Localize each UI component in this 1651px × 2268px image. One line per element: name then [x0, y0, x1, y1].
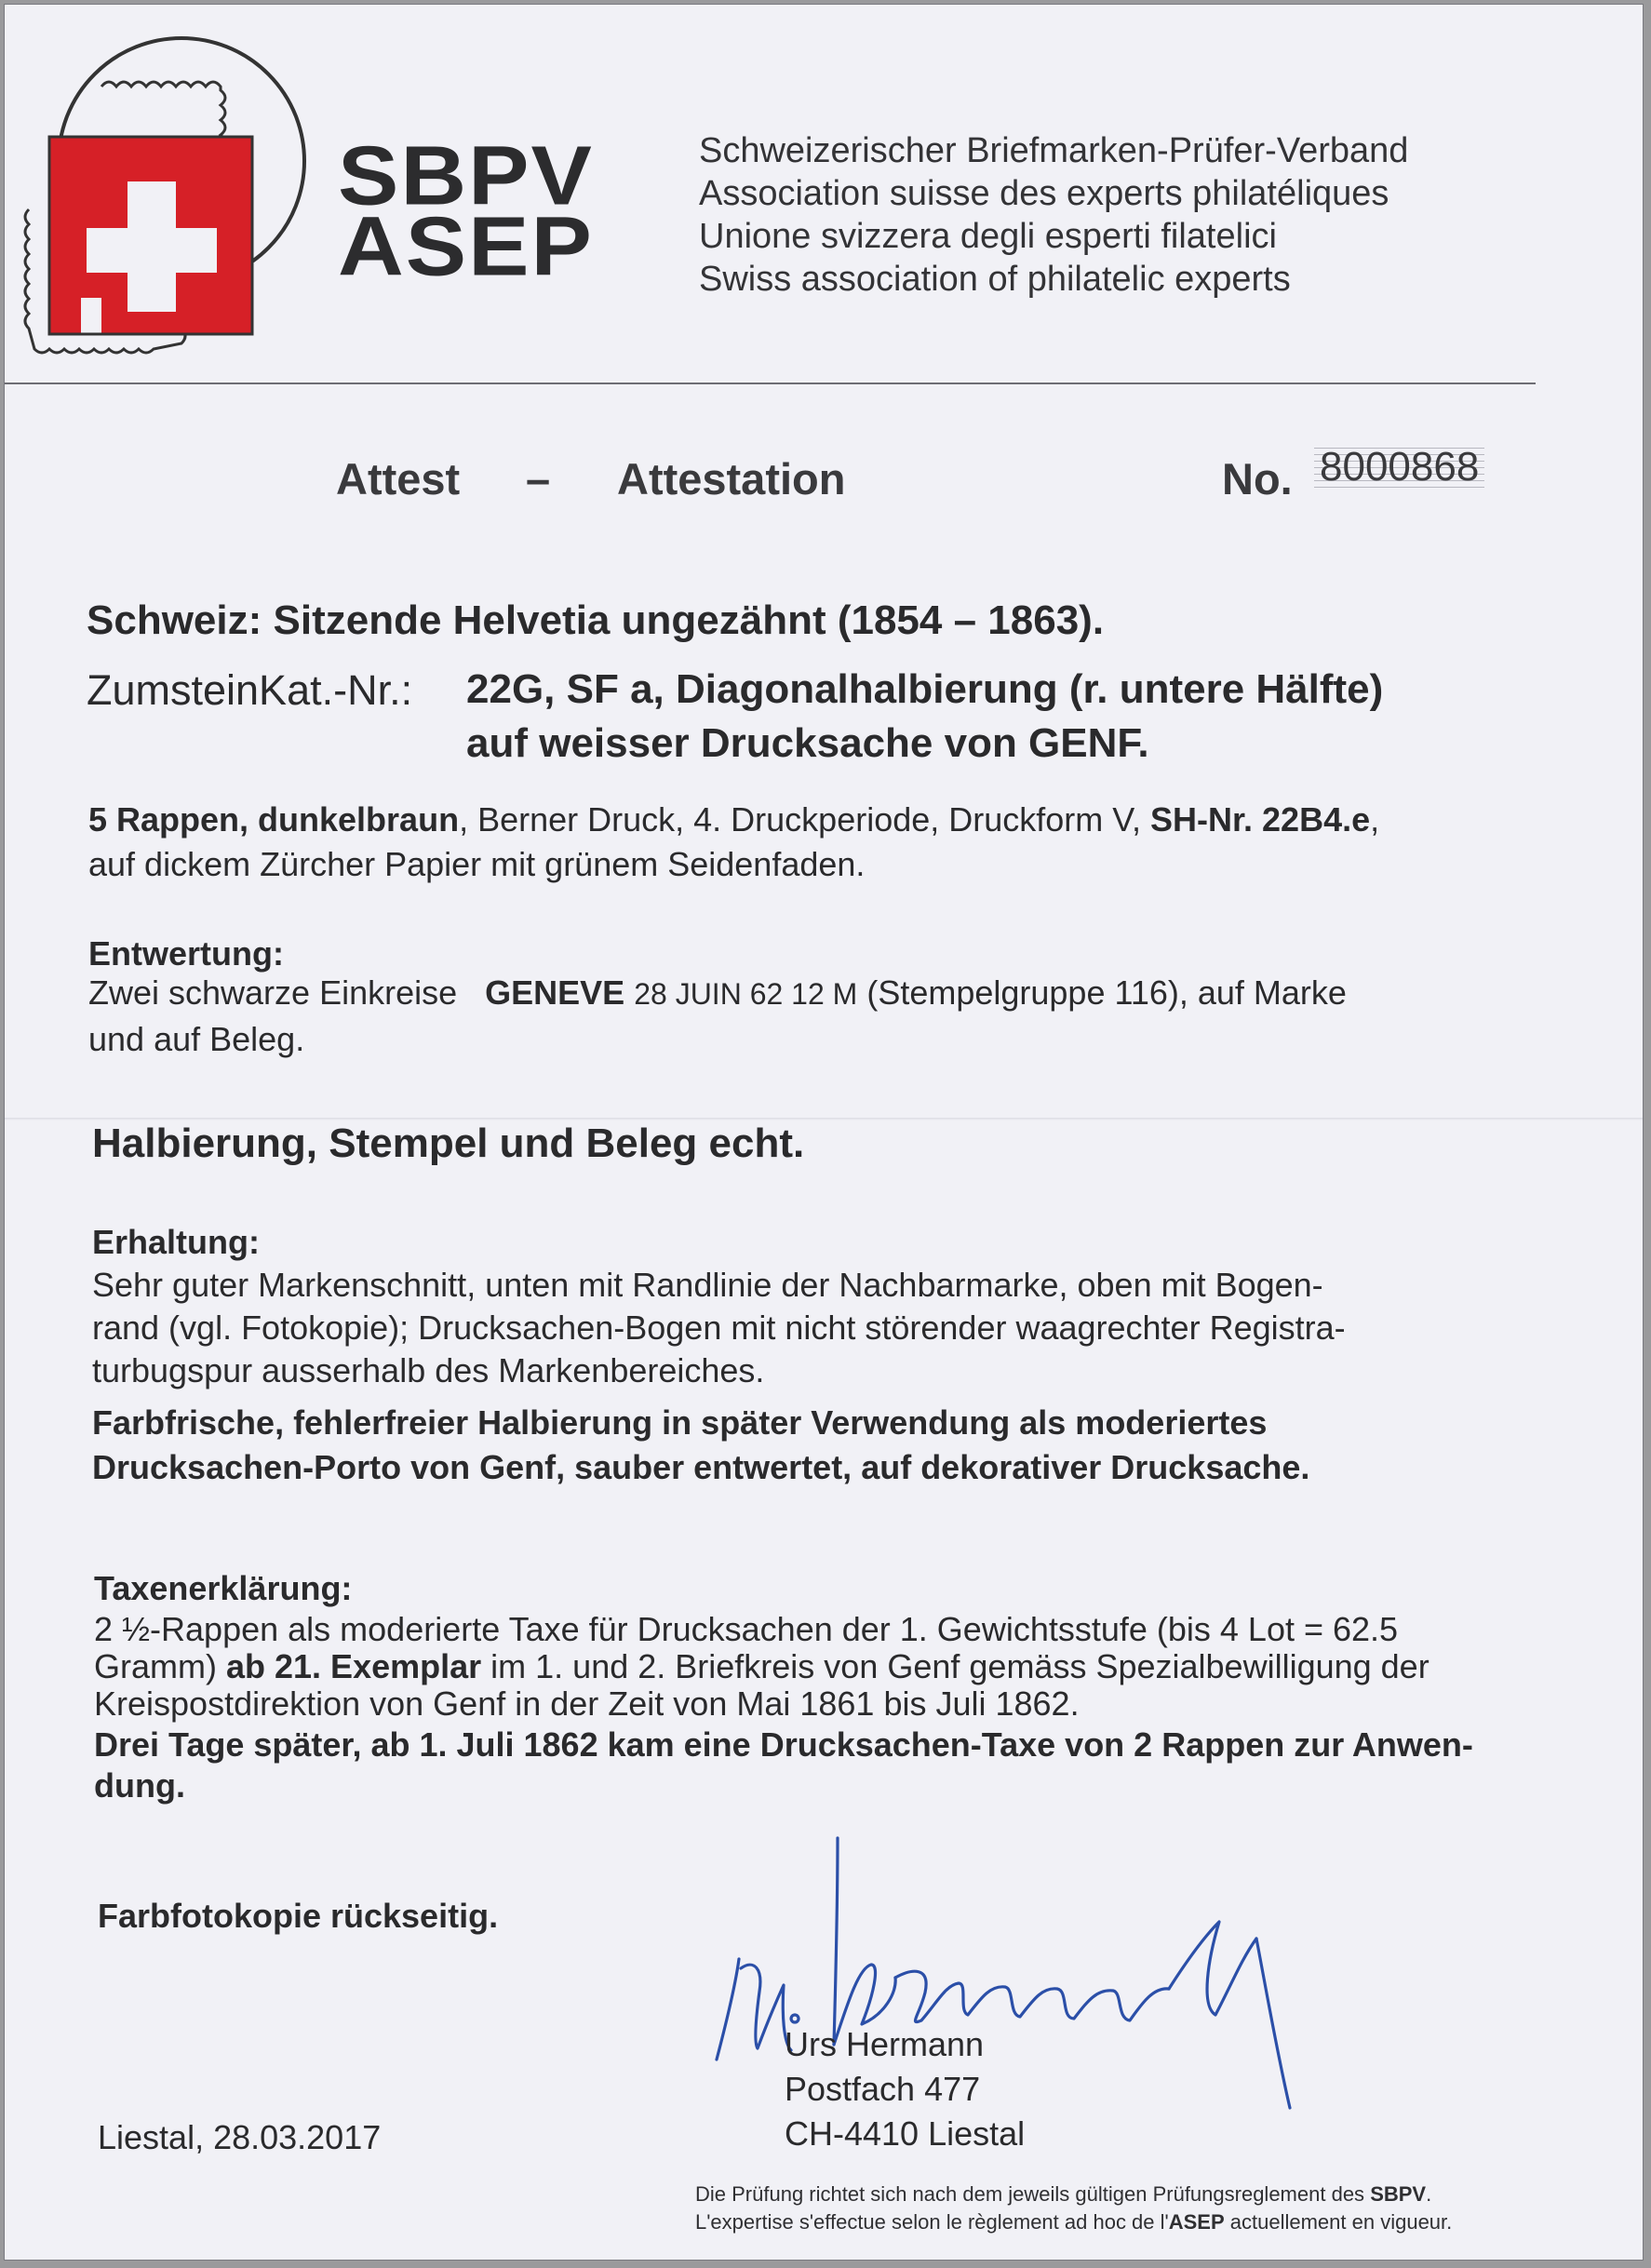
condition-line3: turbugspur ausserhalb des Markenbereiches.	[92, 1351, 765, 1389]
tax-line1: 2 ½-Rappen als moderierte Taxe für Drucksachen der 1. Gewichtsstufe (bis 4 Lot = 62.5	[94, 1610, 1399, 1648]
association-name-en: Swiss association of philatelic experts	[699, 260, 1291, 299]
footer-de	[695, 2184, 1431, 2205]
stamp-description	[88, 800, 1380, 839]
footer-de-end: .	[1426, 2182, 1432, 2206]
tax-line2-a: Gramm)	[94, 1647, 217, 1685]
association-name-fr: Association suisse des experts philatéliques	[699, 174, 1389, 213]
cancellation-line1	[88, 973, 1347, 1012]
tax-heading: Taxenerklärung:	[94, 1569, 353, 1607]
tax-note-line1: Drei Tage später, ab 1. Juli 1862 kam eine Drucksachen-Taxe von 2 Rappen zur Anwen-	[94, 1725, 1473, 1764]
certificate-sheet	[4, 4, 1644, 2261]
condition-summary-line1: Farbfrische, fehlerfreier Halbierung in später Verwendung als moderiertes	[92, 1403, 1268, 1442]
footer-de-text: Die Prüfung richtet sich nach dem jeweils gültigen Prüfungsreglement des	[695, 2182, 1365, 2206]
tax-note-line2: dung.	[94, 1766, 185, 1805]
expert-postbox: Postfach 477	[785, 2070, 981, 2108]
condition-line2: rand (vgl. Fotokopie); Drucksachen-Bogen mit nicht störender waagrechter Registra-	[92, 1308, 1346, 1347]
tax-line2-b: im 1. und 2. Briefkreis von Genf gemäss Spezialbewilligung der	[490, 1647, 1430, 1685]
tax-line3: Kreispostdirektion von Genf in der Zeit von Mai 1861 bis Juli 1862.	[94, 1684, 1080, 1723]
sbpv-asep-logo	[16, 33, 332, 386]
title-attestation: Attestation	[617, 454, 846, 503]
certificate-number: 8000868	[1314, 442, 1484, 492]
cancellation-line2: und auf Beleg.	[88, 1020, 305, 1058]
title-attest: Attest	[336, 454, 461, 503]
title-dash: –	[526, 454, 551, 503]
stamp-denomination: 5 Rappen, dunkelbraun	[88, 800, 460, 839]
verdict: Halbierung, Stempel und Beleg echt.	[92, 1121, 805, 1166]
brand-asep: ASEP	[338, 198, 594, 293]
association-name-de: Schweizerischer Briefmarken-Prüfer-Verband	[699, 131, 1409, 170]
footer-fr-text: L'expertise s'effectue selon le règlement ad hoc de l'	[695, 2210, 1169, 2234]
footer-fr	[695, 2212, 1452, 2233]
stamp-print-details: , Berner Druck, 4. Druckperiode, Druckform V,	[459, 800, 1141, 839]
footer-de-sbpv: SBPV	[1370, 2182, 1427, 2206]
cancellation-heading: Entwertung:	[88, 934, 284, 973]
tax-line2	[94, 1647, 1430, 1685]
subject-heading: Schweiz: Sitzende Helvetia ungezähnt (1854 – 1863).	[87, 597, 1105, 643]
tax-line2-bold: ab 21. Exemplar	[226, 1647, 482, 1685]
brand-sbpv: SBPV	[338, 127, 594, 222]
footer-fr-asep: ASEP	[1168, 2210, 1225, 2234]
photocopy-note: Farbfotokopie rückseitig.	[98, 1897, 499, 1935]
cancellation-text-b: (Stempelgruppe 116), auf Marke	[866, 973, 1347, 1012]
catalog-value: 22G, SF a, Diagonalhalbierung (r. untere Hälfte)	[466, 666, 1384, 712]
association-name-it: Unione svizzera degli esperti filatelici	[699, 217, 1277, 256]
sh-number-comma: ,	[1370, 800, 1380, 839]
sh-number: SH-Nr. 22B4.e	[1150, 800, 1371, 839]
certificate-no-label: No.	[1222, 454, 1293, 503]
expert-city: CH-4410 Liestal	[785, 2114, 1026, 2153]
cancellation-text-a: Zwei schwarze Einkreise	[88, 973, 458, 1012]
condition-heading: Erhaltung:	[92, 1223, 260, 1261]
cancellation-date: 28 JUIN 62 12 M	[634, 977, 858, 1011]
footer-fr-end: actuellement en vigueur.	[1229, 2210, 1453, 2234]
place-date: Liestal, 28.03.2017	[98, 2118, 382, 2156]
condition-summary-line2: Drucksachen-Porto von Genf, sauber entwertet, auf dekorativer Drucksache.	[92, 1448, 1310, 1486]
cancellation-place: GENEVE	[485, 973, 625, 1012]
header-divider	[5, 382, 1536, 384]
catalog-label: ZumsteinKat.-Nr.:	[87, 666, 413, 714]
expert-name: Urs Hermann	[785, 2025, 985, 2063]
paper-description: auf dickem Zürcher Papier mit grünem Seidenfaden.	[88, 845, 866, 883]
catalog-value-line2: auf weisser Drucksache von GENF.	[466, 720, 1149, 766]
condition-line1: Sehr guter Markenschnitt, unten mit Randlinie der Nachbarmarke, oben mit Bogen-	[92, 1266, 1323, 1304]
